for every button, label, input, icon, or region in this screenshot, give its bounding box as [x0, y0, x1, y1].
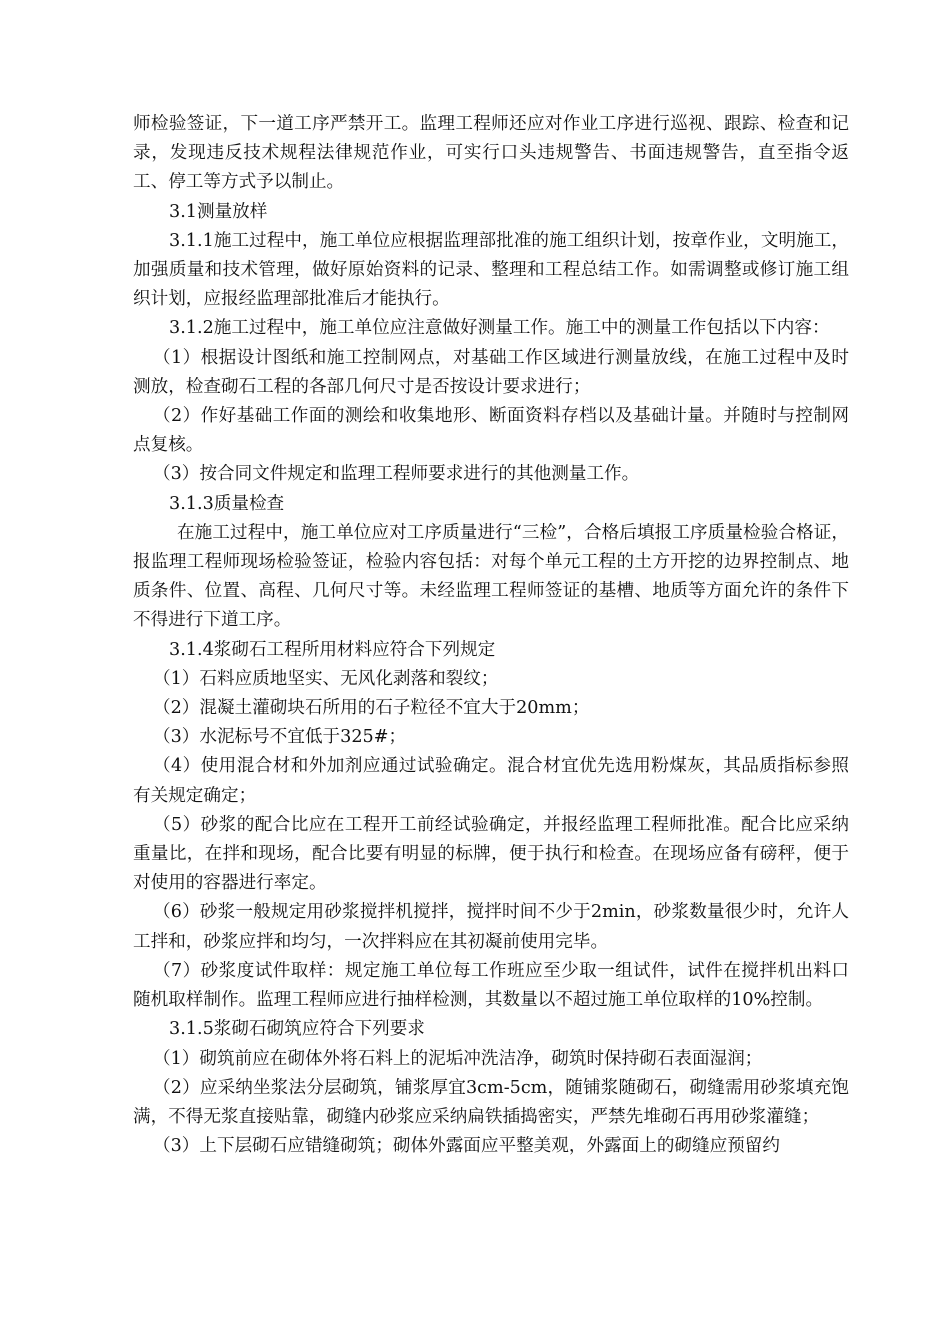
paragraph-continuation: 师检验签证，下一道工序严禁开工。监理工程师还应对作业工序进行巡视、跟踪、检查和记录，发现违反技术规程法律规范作业，可实行口头违规警告、书面违规警告，直至指令返工、停工等方式予以制止。 [133, 114, 849, 193]
list-item: （1）砌筑前应在砌体外将石料上的泥垢冲洗洁净，砌筑时保持砌石表面湿润； [153, 1048, 763, 1069]
heading-3-1: 3.1测量放样 [169, 201, 268, 222]
heading-3-1-3: 3.1.3质量检查 [169, 493, 285, 514]
list-item: （5）砂浆的配合比应在工程开工前经试验确定，并报经监理工程师批准。配合比应采纳重量比，在拌和现场，配合比要有明显的标牌，便于执行和检查。在现场应备有磅秤，便于对使用的容器进行率定。 [133, 814, 849, 894]
body-paragraph: 在施工过程中，施工单位应对工序质量进行“三检”，合格后填报工序质量检验合格证，报监理工程师现场检验签证，检验内容包括：对每个单元工程的土方开挖的边界控制点、地质条件、位置、高程、几何尺寸等。未经监理工程师签证的基槽、地质等方面允许的条件下不得进行下道工序。 [133, 522, 849, 631]
document-body [133, 110, 849, 1161]
list-item: （2）作好基础工作面的测绘和收集地形、断面资料存档以及基础计量。并随时与控制网点复核。 [133, 406, 849, 456]
list-item: （7）砂浆度试件取样：规定施工单位每工作班应至少取一组试件，试件在搅拌机出料口随机取样制作。监理工程师应进行抽样检测，其数量以不超过施工单位取样的10%控制。 [133, 960, 849, 1011]
list-item: （1）根据设计图纸和施工控制网点，对基础工作区域进行测量放线，在施工过程中及时测放，检查砌石工程的各部几何尺寸是否按设计要求进行； [133, 347, 849, 397]
list-item: （4）使用混合材和外加剂应通过试验确定。混合材宜优先选用粉煤灰，其品质指标参照有关规定确定； [133, 756, 849, 806]
list-item: （3）水泥标号不宜低于325#； [153, 727, 407, 748]
list-item: （2）混凝土灌砌块石所用的石子粒径不宜大于20mm； [153, 698, 590, 719]
list-item: （3）上下层砌石应错缝砌筑；砌体外露面应平整美观，外露面上的砌缝应预留约 [153, 1136, 780, 1157]
list-item: （6）砂浆一般规定用砂浆搅拌机搅拌，搅拌时间不少于2min，砂浆数量很少时，允许人工拌和，砂浆应拌和均匀，一次拌料应在其初凝前使用完毕。 [133, 902, 849, 952]
list-item: （1）石料应质地坚实、无风化剥落和裂纹； [153, 668, 499, 689]
section-3-1-2: 3.1.2施工过程中，施工单位应注意做好测量工作。施工中的测量工作包括以下内容： [169, 318, 830, 339]
section-3-1-1: 3.1.1施工过程中，施工单位应根据监理部批准的施工组织计划，按章作业，文明施工，加强质量和技术管理，做好原始资料的记录、整理和工程总结工作。如需调整或修订施工组织计划，应报经监理部批准后才能执行。 [133, 230, 849, 310]
list-item: （3）按合同文件规定和监理工程师要求进行的其他测量工作。 [153, 464, 640, 485]
heading-3-1-5: 3.1.5浆砌石砌筑应符合下列要求 [169, 1019, 425, 1040]
list-item: （2）应采纳坐浆法分层砌筑，铺浆厚宜3cm-5cm，随铺浆随砌石，砌缝需用砂浆填充饱满，不得无浆直接贴靠，砌缝内砂浆应采纳扁铁插捣密实，严禁先堆砌石再用砂浆灌缝； [133, 1077, 849, 1127]
heading-3-1-4: 3.1.4浆砌石工程所用材料应符合下列规定 [169, 639, 496, 660]
